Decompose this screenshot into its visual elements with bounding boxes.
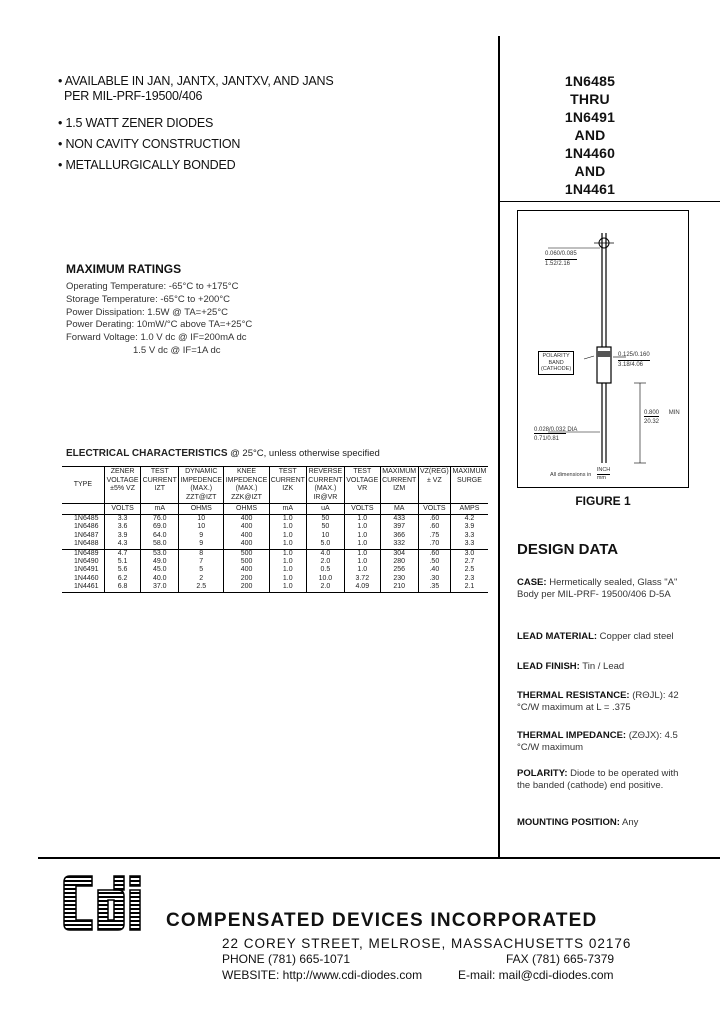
dim-wire-dia: 0.028/0.032 DIA 0.71/0.81 [534, 427, 578, 442]
col-header: REVERSE CURRENT (MAX.) IR@VR [306, 467, 344, 504]
value-cell: 200 [224, 575, 269, 583]
figure-box [517, 210, 689, 488]
value-cell: 3.3 [450, 532, 488, 540]
value-cell: 1.0 [345, 532, 381, 540]
value-cell: 58.0 [141, 540, 179, 549]
part-number: 1N6485 [564, 73, 616, 89]
table-row [62, 583, 488, 592]
value-cell: 230 [380, 575, 418, 583]
value-cell: 10 [179, 515, 224, 524]
col-header: ZENER VOLTAGE ±5% VZ [104, 467, 141, 504]
type-cell: 1N6490 [74, 558, 99, 566]
value-cell: .35 [418, 583, 450, 592]
dim-lead-length: 0.800 MIN 20.32 [644, 410, 680, 425]
type-cell: 1N6488 [74, 540, 99, 548]
table-row [62, 540, 488, 549]
feature-bonded: • METALLURGICALLY BONDED [58, 158, 236, 172]
rating-line: Storage Temperature: -65°C to +200°C [66, 293, 231, 305]
design-item-thermal-resistance: THERMAL RESISTANCE: (RΘJL): 42 °C/W maximum at L = .375 [517, 690, 679, 713]
value-cell: 3.9 [450, 523, 488, 531]
value-cell: 3.72 [345, 575, 381, 583]
dim-body: 0.125/0.160 3.18/4.06 [618, 352, 650, 368]
value-cell: 40.0 [141, 575, 179, 583]
value-cell: 1.0 [345, 566, 381, 574]
email-link[interactable]: E-mail: mail@cdi-diodes.com [458, 968, 614, 982]
value-cell: 400 [224, 532, 269, 540]
website-link[interactable]: WEBSITE: http://www.cdi-diodes.com [222, 968, 423, 982]
value-cell: 0.5 [306, 566, 344, 574]
rating-line: 1.5 V dc @ IF=1A dc [133, 344, 221, 356]
company-address: 22 COREY STREET, MELROSE, MASSACHUSETTS 02176 [222, 936, 632, 951]
feature-construction: • NON CAVITY CONSTRUCTION [58, 137, 241, 151]
value-cell: 3.3 [450, 540, 488, 549]
value-cell: .60 [418, 549, 450, 558]
design-item-thermal-impedance: THERMAL IMPEDANCE: (ZΘJX): 4.5 °C/W maximum [517, 730, 678, 753]
value-cell: 1.0 [269, 515, 306, 524]
value-cell: 500 [224, 549, 269, 558]
fax-number: FAX (781) 665-7379 [506, 952, 615, 966]
value-cell: 10.0 [306, 575, 344, 583]
value-cell: 2.3 [450, 575, 488, 583]
table-row [62, 575, 488, 583]
value-cell: .60 [418, 515, 450, 524]
design-item-lead-material: LEAD MATERIAL: Copper clad steel [517, 631, 674, 642]
type-cell: 1N4460 [74, 574, 99, 582]
value-cell: 6.2 [104, 575, 141, 583]
value-cell: 69.0 [141, 523, 179, 531]
part-number: THRU [570, 91, 610, 107]
table-row [62, 532, 488, 540]
value-cell: 4.0 [306, 549, 344, 558]
value-cell: 332 [380, 540, 418, 549]
value-cell: 4.3 [104, 540, 141, 549]
type-cell: 1N6486 [74, 523, 99, 531]
table-row [62, 523, 488, 531]
table-row [62, 515, 488, 524]
value-cell: 3.9 [104, 532, 141, 540]
value-cell: 400 [224, 566, 269, 574]
col-header: MAXIMUM SURGE [450, 467, 488, 504]
part-number: 1N6491 [564, 109, 616, 125]
polarity-band-label: POLARITY BAND (CATHODE) [538, 351, 574, 375]
value-cell: 2.7 [450, 558, 488, 566]
value-cell: 3.3 [104, 515, 141, 524]
value-cell: 400 [224, 515, 269, 524]
value-cell: 5.0 [306, 540, 344, 549]
part-number: AND [574, 127, 606, 143]
value-cell: 2.0 [306, 583, 344, 592]
type-cell: 1N6491 [74, 566, 99, 574]
value-cell: 5.1 [104, 558, 141, 566]
value-cell: .50 [418, 558, 450, 566]
design-item-polarity: POLARITY: Diode to be operated with the banded (cathode) end positive. [517, 768, 679, 791]
diode-outline-drawing [518, 211, 688, 487]
part-number: 1N4460 [564, 145, 616, 161]
value-cell: 37.0 [141, 583, 179, 592]
value-cell: 9 [179, 532, 224, 540]
value-cell: 433 [380, 515, 418, 524]
design-item-case: CASE: Hermetically sealed, Glass "A" Body per MIL-PRF- 19500/406 D-5A [517, 577, 678, 600]
feature-availability: • AVAILABLE IN JAN, JANTX, JANTXV, AND JANS PER MIL-PRF-19500/406 [58, 74, 334, 103]
value-cell: 4.2 [450, 515, 488, 524]
col-header: TEST CURRENT IZT [141, 467, 179, 504]
value-cell: 3.6 [104, 523, 141, 531]
value-cell: 2.5 [450, 566, 488, 574]
value-cell: 1.0 [269, 583, 306, 592]
value-cell: 200 [224, 583, 269, 592]
value-cell: 500 [224, 558, 269, 566]
col-header: KNEE IMPEDENCE (MAX.) ZZK@IZT [224, 467, 269, 504]
electrical-title: ELECTRICAL CHARACTERISTICS @ 25°C, unless otherwise specified [66, 448, 380, 459]
value-cell: 49.0 [141, 558, 179, 566]
design-item-lead-finish: LEAD FINISH: Tin / Lead [517, 661, 625, 672]
cdi-logo-mark [62, 872, 158, 934]
value-cell: 8 [179, 549, 224, 558]
value-cell: 76.0 [141, 515, 179, 524]
design-item-mounting: MOUNTING POSITION: Any [517, 817, 639, 828]
value-cell: 45.0 [141, 566, 179, 574]
value-cell: 400 [224, 523, 269, 531]
value-cell: 64.0 [141, 532, 179, 540]
value-cell: 210 [380, 583, 418, 592]
value-cell: 10 [179, 523, 224, 531]
col-header: TEST CURRENT IZK [269, 467, 306, 504]
value-cell: 366 [380, 532, 418, 540]
col-header: TEST VOLTAGE VR [345, 467, 381, 504]
value-cell: 2.1 [450, 583, 488, 592]
col-header: VZ(REG) ± VZ [418, 467, 450, 504]
value-cell: 3.0 [450, 549, 488, 558]
dim-lead-dia: 0.060/0.085 1.52/2.16 [545, 251, 577, 267]
max-ratings-list [66, 281, 252, 358]
value-cell: 1.0 [269, 566, 306, 574]
value-cell: 400 [224, 540, 269, 549]
rating-line: Forward Voltage: 1.0 V dc @ IF=200mA dc [66, 332, 247, 344]
value-cell: 1.0 [269, 532, 306, 540]
value-cell: 1.0 [269, 549, 306, 558]
value-cell: .40 [418, 566, 450, 574]
value-cell: 50 [306, 515, 344, 524]
col-header: MAXIMUM CURRENT IZM [380, 467, 418, 504]
feature-watt: • 1.5 WATT ZENER DIODES [58, 116, 214, 130]
table-header-row [62, 467, 488, 504]
value-cell: .75 [418, 532, 450, 540]
value-cell: .30 [418, 575, 450, 583]
value-cell: 2.5 [179, 583, 224, 592]
value-cell: 9 [179, 540, 224, 549]
value-cell: 2.0 [306, 558, 344, 566]
value-cell: 6.8 [104, 583, 141, 592]
top-right-rule [498, 201, 720, 202]
value-cell: 5.6 [104, 566, 141, 574]
figure-caption: FIGURE 1 [575, 494, 631, 508]
value-cell: 50 [306, 523, 344, 531]
part-number: AND [574, 163, 606, 179]
col-header: TYPE [62, 467, 104, 504]
type-cell: 1N6485 [74, 515, 99, 522]
part-number: 1N4461 [564, 181, 616, 197]
type-cell: 1N6487 [74, 531, 99, 539]
company-name: COMPENSATED DEVICES INCORPORATED [166, 910, 598, 931]
value-cell: .70 [418, 540, 450, 549]
value-cell: 53.0 [141, 549, 179, 558]
type-cell: 1N6489 [62, 549, 104, 558]
value-cell: 2 [179, 575, 224, 583]
table-row [62, 566, 488, 574]
value-cell: 397 [380, 523, 418, 531]
cdi-logo [62, 872, 158, 939]
max-ratings-title: MAXIMUM RATINGS [66, 262, 182, 276]
value-cell: 304 [380, 549, 418, 558]
value-cell: 1.0 [345, 540, 381, 549]
units-row: VOLTS mA OHMS OHMS mA uA VOLTS MA VOLTS AMPS [62, 504, 488, 515]
value-cell: 1.0 [345, 558, 381, 566]
table-row [62, 549, 488, 558]
rating-line: Operating Temperature: -65°C to +175°C [66, 281, 239, 292]
value-cell: 5 [179, 566, 224, 574]
value-cell: 256 [380, 566, 418, 574]
footer-rule [38, 857, 720, 859]
value-cell: 1.0 [269, 575, 306, 583]
value-cell: 1.0 [345, 523, 381, 531]
rating-line: Power Derating: 10mW/°C above TA=+25°C [66, 319, 253, 331]
value-cell: 4.7 [104, 549, 141, 558]
value-cell: 1.0 [269, 523, 306, 531]
design-data-title: DESIGN DATA [517, 541, 619, 558]
rating-line: Power Dissipation: 1.5W @ TA=+25°C [66, 306, 228, 318]
col-header: DYNAMIC IMPEDENCE (MAX.) ZZT@IZT [179, 467, 224, 504]
value-cell: 1.0 [345, 549, 381, 558]
table-row [62, 558, 488, 566]
value-cell: .60 [418, 523, 450, 531]
units-note: All dimensions in INCH mm [550, 467, 611, 481]
value-cell: 1.0 [269, 540, 306, 549]
value-cell: 4.09 [345, 583, 381, 592]
part-number-block [500, 72, 680, 198]
value-cell: 1.0 [269, 558, 306, 566]
value-cell: 280 [380, 558, 418, 566]
value-cell: 7 [179, 558, 224, 566]
type-cell: 1N4461 [62, 583, 104, 592]
value-cell: 1.0 [345, 515, 381, 524]
value-cell: 10 [306, 532, 344, 540]
electrical-table [62, 466, 488, 593]
phone-number: PHONE (781) 665-1071 [222, 952, 351, 966]
